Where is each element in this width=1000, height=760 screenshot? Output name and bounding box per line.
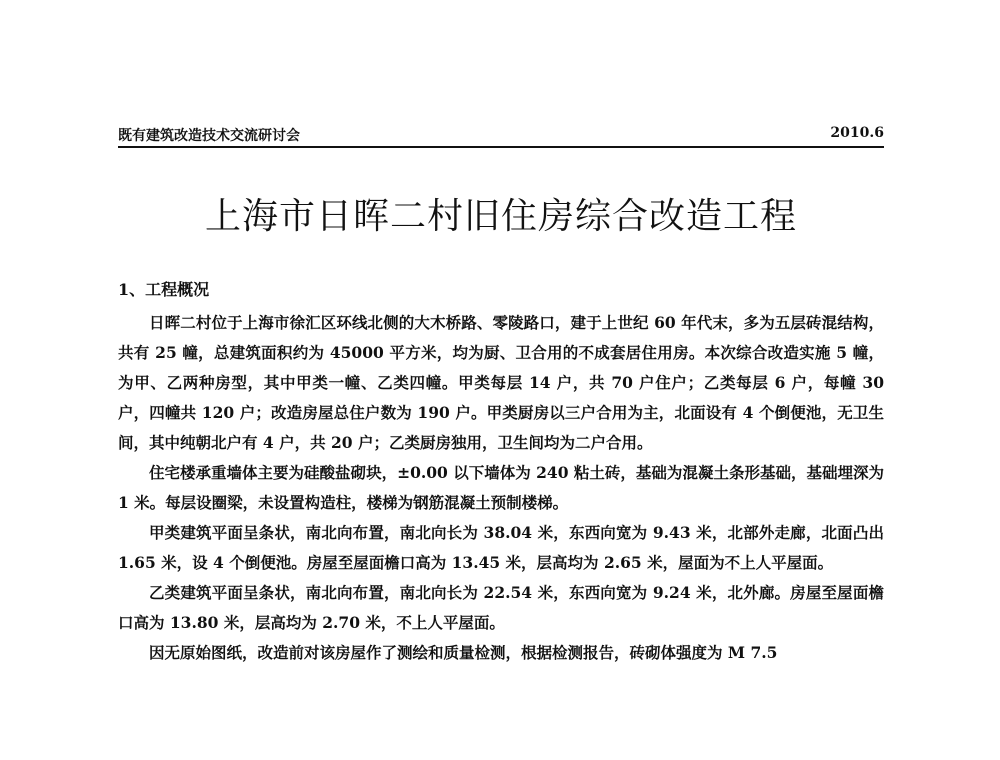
- section-body: [118, 308, 884, 668]
- paragraph-type-a: 甲类建筑平面呈条状，南北向布置，南北向长为 38.04 米，东西向宽为 9.43 米，北部外走廊，北面凸出 1.65 米，设 4 个倒便池。房屋至屋面檐口高为 13.45 米，层高均为 2.65 米，屋面为不上人平屋面。: [118, 523, 884, 572]
- paragraph-type-b: 乙类建筑平面呈条状，南北向布置，南北向长为 22.54 米，东西向宽为 9.24 米，北外廊。房屋至屋面檐口高为 13.80 米，层高均为 2.70 米，不上人平屋面。: [118, 583, 884, 632]
- section-heading: 1、工程概况: [118, 280, 210, 299]
- paragraph-inspection: 因无原始图纸，改造前对该房屋作了测绘和质量检测，根据检测报告，砖砌体强度为 M 7.5: [149, 643, 778, 662]
- publication-date: 2010.6: [830, 125, 884, 141]
- paragraph-overview: 日晖二村位于上海市徐汇区环线北侧的大木桥路、零陵路口，建于上世纪 60 年代末，多为五层砖混结构，共有 25 幢，总建筑面积约为 45000 平方米，均为厨、卫合用的不成套居住用房。本次综合改造实施 5 幢，为甲、乙两种房型，其中甲类一幢、乙类四幢。甲类每层 14 户，共 70 户住户；乙类每层 6 户，每幢 30 户，四幢共 120 户；改造房屋总住户数为 190 户。甲类厨房以三户合用为主，北面设有 4 个倒便池，无卫生间，其中纯朝北户有 4 户，共 20 户；乙类厨房独用，卫生间均为二户合用。: [118, 313, 885, 452]
- paragraph-structure: 住宅楼承重墙体主要为硅酸盐砌块，±0.00 以下墙体为 240 粘土砖，基础为混凝土条形基础，基础埋深为 1 米。每层设圈梁，未设置构造柱，楼梯为钢筋混凝土预制楼梯。: [118, 463, 884, 512]
- running-header: [118, 120, 884, 148]
- conference-name: 既有建筑改造技术交流研讨会: [118, 128, 300, 144]
- document-title: 上海市日晖二村旧住房综合改造工程: [204, 196, 797, 237]
